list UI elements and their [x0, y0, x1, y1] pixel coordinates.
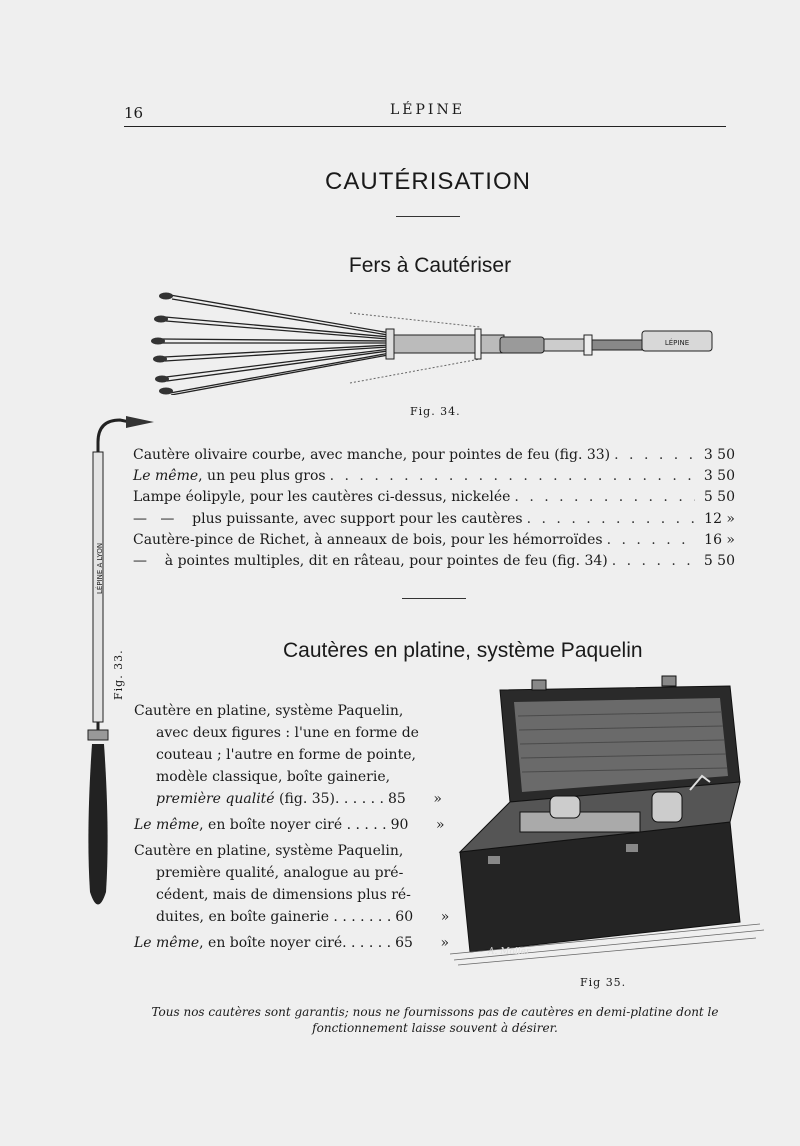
- paquelin-list: [134, 700, 450, 958]
- fig33-inscription: LÉPINE A LYON: [96, 542, 104, 594]
- footnote: [120, 1004, 750, 1036]
- subtitle-fers: Fers à Cautériser: [348, 254, 512, 277]
- fig34-inscription: LÉPINE: [664, 339, 690, 347]
- fig35-signature: A. Moller: [488, 947, 531, 957]
- page-number: 16: [124, 104, 144, 122]
- list-item: Cautère en platine, système Paquelin, avec deux figures : l'une en forme de couteau ; l'autre en forme de pointe, modèle classique, boîte gainerie, première qualité (fig. 35). . . . . . 85 »: [134, 703, 442, 807]
- list-item: Le même, un peu plus gros . . . 3 50: [133, 468, 735, 489]
- list-item: — à pointes multiples, dit en râteau, pour pointes de feu (fig. 34) . . . 5 50: [133, 553, 735, 574]
- list-item: Le même, en boîte noyer ciré. . . . . . 65 »: [134, 935, 450, 951]
- list-item: Cautère en platine, système Paquelin, première qualité, analogue au pré- cédent, mais de dimensions plus ré- duites, en boîte gainerie . . . . . . . 60 »: [134, 843, 450, 925]
- fig35-cautery-box-illustration: [440, 672, 780, 972]
- price-list: [133, 447, 735, 574]
- list-item: — — plus puissante, avec support pour les cautères . . . 12 »: [133, 511, 735, 532]
- footnote-line: Tous nos cautères sont garantis; nous ne fournissons pas de cautères en demi-platine dont le: [151, 1005, 719, 1019]
- footnote-line: fonctionnement laisse souvent à désirer.: [312, 1021, 558, 1035]
- title-divider: [396, 216, 460, 217]
- running-title: LÉPINE: [390, 102, 465, 118]
- fig34-rake-cautery-illustration: [150, 285, 720, 395]
- fig33-caption: Fig. 33.: [112, 649, 125, 700]
- section-divider: [402, 598, 466, 599]
- list-item: Lampe éolipyle, pour les cautères ci-dessus, nickelée . . . 5 50: [133, 489, 735, 510]
- fig34-caption: Fig. 34.: [410, 405, 461, 418]
- list-item: Cautère olivaire courbe, avec manche, pour pointes de feu (fig. 33) . . . 3 50: [133, 447, 735, 468]
- list-item: Le même, en boîte noyer ciré . . . . . 90 »: [134, 817, 445, 833]
- header-rule: [124, 126, 726, 127]
- fig35-caption: Fig 35.: [580, 976, 627, 989]
- list-item: Cautère-pince de Richet, à anneaux de bois, pour les hémorroïdes . . . 16 »: [133, 532, 735, 553]
- subtitle-paquelin: Cautères en platine, système Paquelin: [283, 639, 643, 662]
- section-title: CAUTÉRISATION: [325, 168, 531, 195]
